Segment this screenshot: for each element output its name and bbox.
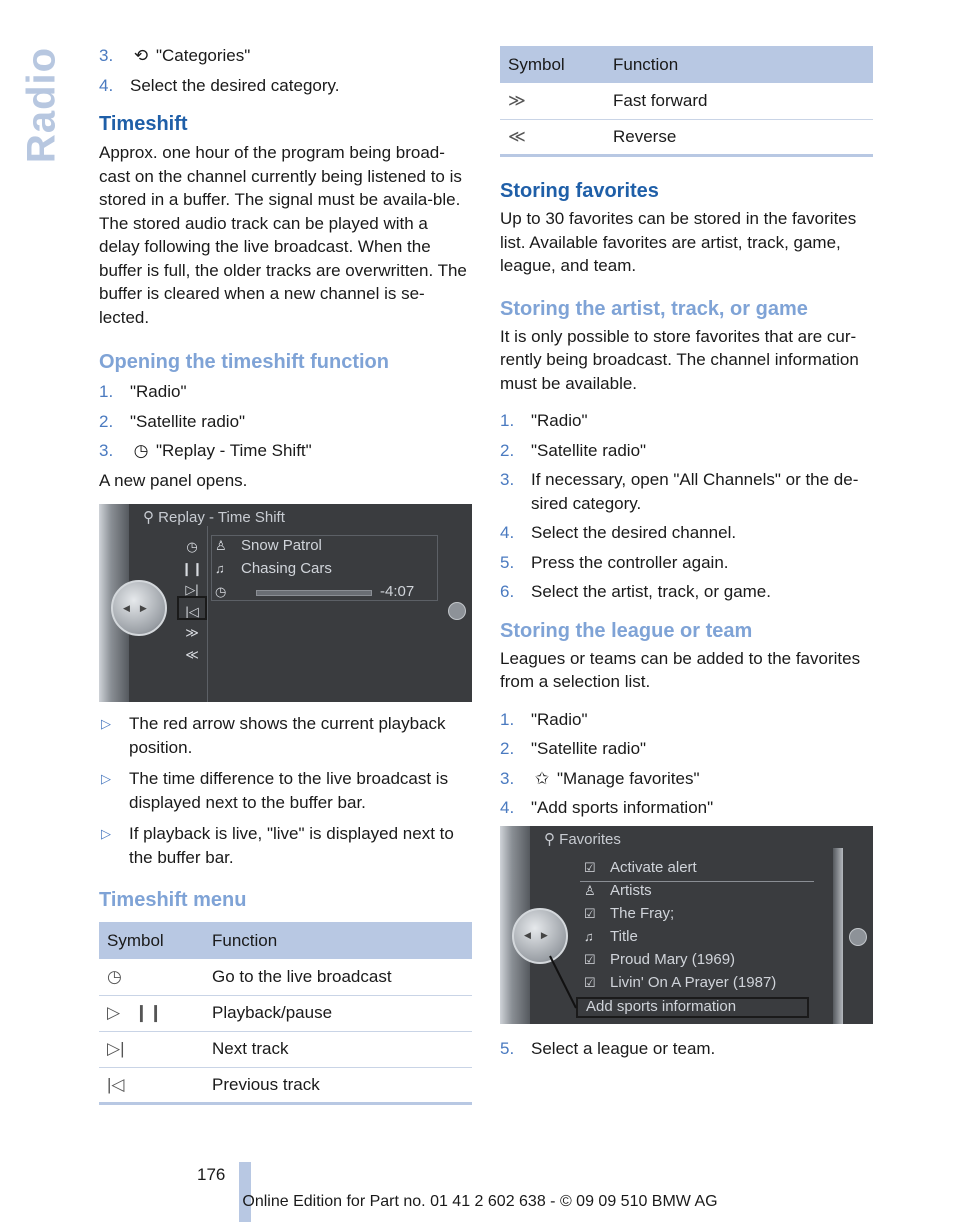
table-row: ◷ Go to the live broadcast: [99, 959, 472, 995]
signal-icon: ⚲: [143, 509, 159, 526]
storing-paragraph: Up to 30 favorites can be stored in the favorites list. Available favorites are artist, track, game, league, and team.: [500, 209, 857, 275]
list-item: 2. "Satellite radio": [99, 411, 246, 431]
right-column: [500, 178, 873, 826]
seek-table: [500, 46, 873, 157]
fast-forward-icon: ≫: [500, 83, 605, 119]
clock-icon: ◷: [99, 959, 204, 995]
screen-header: ⚲ Favorites: [544, 831, 621, 848]
list-item: 5. Select a league or team.: [500, 1039, 716, 1058]
buffer-row: [215, 583, 241, 600]
list-item: ▷ The red arrow shows the current playback position.: [101, 714, 446, 757]
reverse-icon: ≪: [185, 646, 199, 662]
list-item: 2. "Satellite radio": [500, 440, 647, 460]
league-heading: Storing the league or team: [500, 619, 753, 642]
screen-header: ⚲ Replay - Time Shift: [143, 509, 285, 526]
section-tab-label: Radio: [19, 46, 64, 164]
list-item: 2. "Satellite radio": [500, 739, 647, 758]
list-item: 1. "Radio": [500, 411, 588, 430]
timeshift-table: [99, 922, 472, 1105]
list-item: 3. ⟲ "Categories": [99, 44, 472, 68]
panel-opens-text: A new panel opens.: [99, 470, 248, 490]
category-steps: [99, 44, 472, 97]
artist-paragraph: It is only possible to store favorites that are cur-rently being broadcast. The channel information must be available.: [500, 326, 859, 393]
timeshift-bullets: [99, 712, 472, 869]
fav-row: ☑ Activate alert: [584, 859, 697, 876]
opening-heading: Opening the timeshift function: [99, 351, 389, 373]
check-icon: ☑: [584, 906, 596, 921]
artist-steps: [500, 409, 873, 604]
star-icon: ✩: [534, 768, 550, 788]
timeshift-screen: ⚲ Replay - Time Shift ◀▶ ◷ ❙❙ ▷| |◁ ≫ ≪ ♙ Snow Patrol ♫ Chasing Cars ◷ -4:07: [99, 504, 472, 702]
artist-heading: Storing the artist, track, or game: [500, 297, 808, 320]
next-track-icon: ▷|: [99, 1031, 204, 1067]
play-pause-icon: ▷ ❙❙: [99, 995, 204, 1031]
artist-icon: ♙: [215, 538, 227, 553]
buffer-bar: [256, 590, 372, 596]
reverse-icon: ≪: [500, 119, 605, 155]
categories-icon: ⟲: [133, 46, 149, 65]
opening-steps: [99, 380, 472, 463]
favorites-screen: ⚲ Favorites ◀▶ ☑ Activate alert ♙ Artists ☑ The Fray; ♫ Title ☑ Proud Mary (1969) ☑ Livin' On A Prayer (1987) Add sports information: [500, 826, 873, 1024]
artist-row: ♙ Snow Patrol: [215, 537, 322, 554]
fast-forward-icon: ≫: [185, 625, 199, 640]
table-row: |◁ Previous track: [99, 1067, 472, 1103]
table-row: ▷ ❙❙ Playback/pause: [99, 995, 472, 1031]
table-row: ≪ Reverse: [500, 119, 873, 155]
list-item: 4. Select the desired channel.: [500, 523, 737, 542]
league-steps: [500, 708, 873, 820]
fav-row: ☑ Livin' On A Prayer (1987): [584, 974, 777, 991]
list-item: 4. Select the desired category.: [99, 75, 340, 95]
table-row: ≫ Fast forward: [500, 83, 873, 119]
list-item: ▷ If playback is live, "live" is displayed next to the buffer bar.: [101, 824, 454, 867]
menu-heading: Timeshift menu: [99, 889, 247, 911]
league-paragraph: Leagues or teams can be added to the favorites from a selection list.: [500, 648, 861, 691]
storing-heading: Storing favorites: [500, 180, 659, 202]
list-item: ▷ The time difference to the live broadcast is displayed next to the buffer bar.: [101, 769, 449, 812]
artist-icon: ♙: [584, 883, 596, 898]
list-item: 3. ◷ "Replay - Time Shift": [99, 439, 472, 463]
replay-icon: ◷: [133, 441, 149, 460]
list-item: 5. Press the controller again.: [500, 552, 729, 572]
selection-box: [177, 596, 207, 620]
time-readout: -4:07: [380, 583, 415, 600]
timeshift-paragraph: Approx. one hour of the program being broad-cast on the channel currently being listened to is stored in a buffer. The signal must be availa-ble. The stored audio track can be played with a delay following the live broadcast. When the buffer is full, the older tracks are overwritten. The buffer is cleared when a new channel is se-lected.: [99, 143, 467, 327]
note-icon: ♫: [584, 929, 594, 944]
timeshift-heading: Timeshift: [99, 113, 188, 135]
track-row: ♫ Chasing Cars: [215, 560, 332, 577]
list-item: 1. "Radio": [500, 709, 588, 729]
edition-line: Online Edition for Part no. 01 41 2 602 638 - © 09 09 510 BMW AG: [242, 1193, 718, 1210]
check-icon: ☑: [584, 952, 596, 967]
fav-row: ☑ The Fray;: [584, 905, 675, 922]
fav-row-selected: Add sports information: [586, 998, 737, 1015]
footer-bar: [239, 1162, 251, 1222]
previous-track-icon: |◁: [185, 603, 199, 619]
clock-icon: ◷: [186, 539, 198, 554]
pointer-line: [546, 954, 580, 1010]
list-item: 3. ✩ "Manage favorites": [500, 767, 873, 791]
table-header: Symbol Function: [99, 922, 472, 959]
list-item: 4. "Add sports information": [500, 798, 714, 817]
list-item: 6. Select the artist, track, or game.: [500, 582, 771, 601]
list-item: 1. "Radio": [99, 382, 187, 401]
table-row: ▷| Next track: [99, 1031, 472, 1067]
left-column: [99, 44, 472, 492]
fav-row: ♫ Title: [584, 928, 638, 945]
page-number: 176: [197, 1165, 226, 1184]
fav-row: ☑ Proud Mary (1969): [584, 951, 736, 968]
replay-icon: ◷: [215, 584, 227, 599]
previous-track-icon: |◁: [99, 1067, 204, 1103]
list-item: 3. If necessary, open "All Channels" or the de-sired category.: [500, 470, 859, 513]
pause-icon: ❙❙: [181, 560, 203, 576]
fav-row: ♙ Artists: [584, 882, 652, 899]
next-track-icon: ▷|: [185, 582, 199, 597]
final-step: [500, 1037, 873, 1061]
check-icon: ☑: [584, 975, 596, 990]
note-icon: ♫: [215, 561, 225, 576]
table-header: Symbol Function: [500, 46, 873, 83]
signal-icon: ⚲: [544, 831, 560, 848]
check-icon: ☑: [584, 860, 596, 875]
section-tab: [19, 40, 64, 170]
